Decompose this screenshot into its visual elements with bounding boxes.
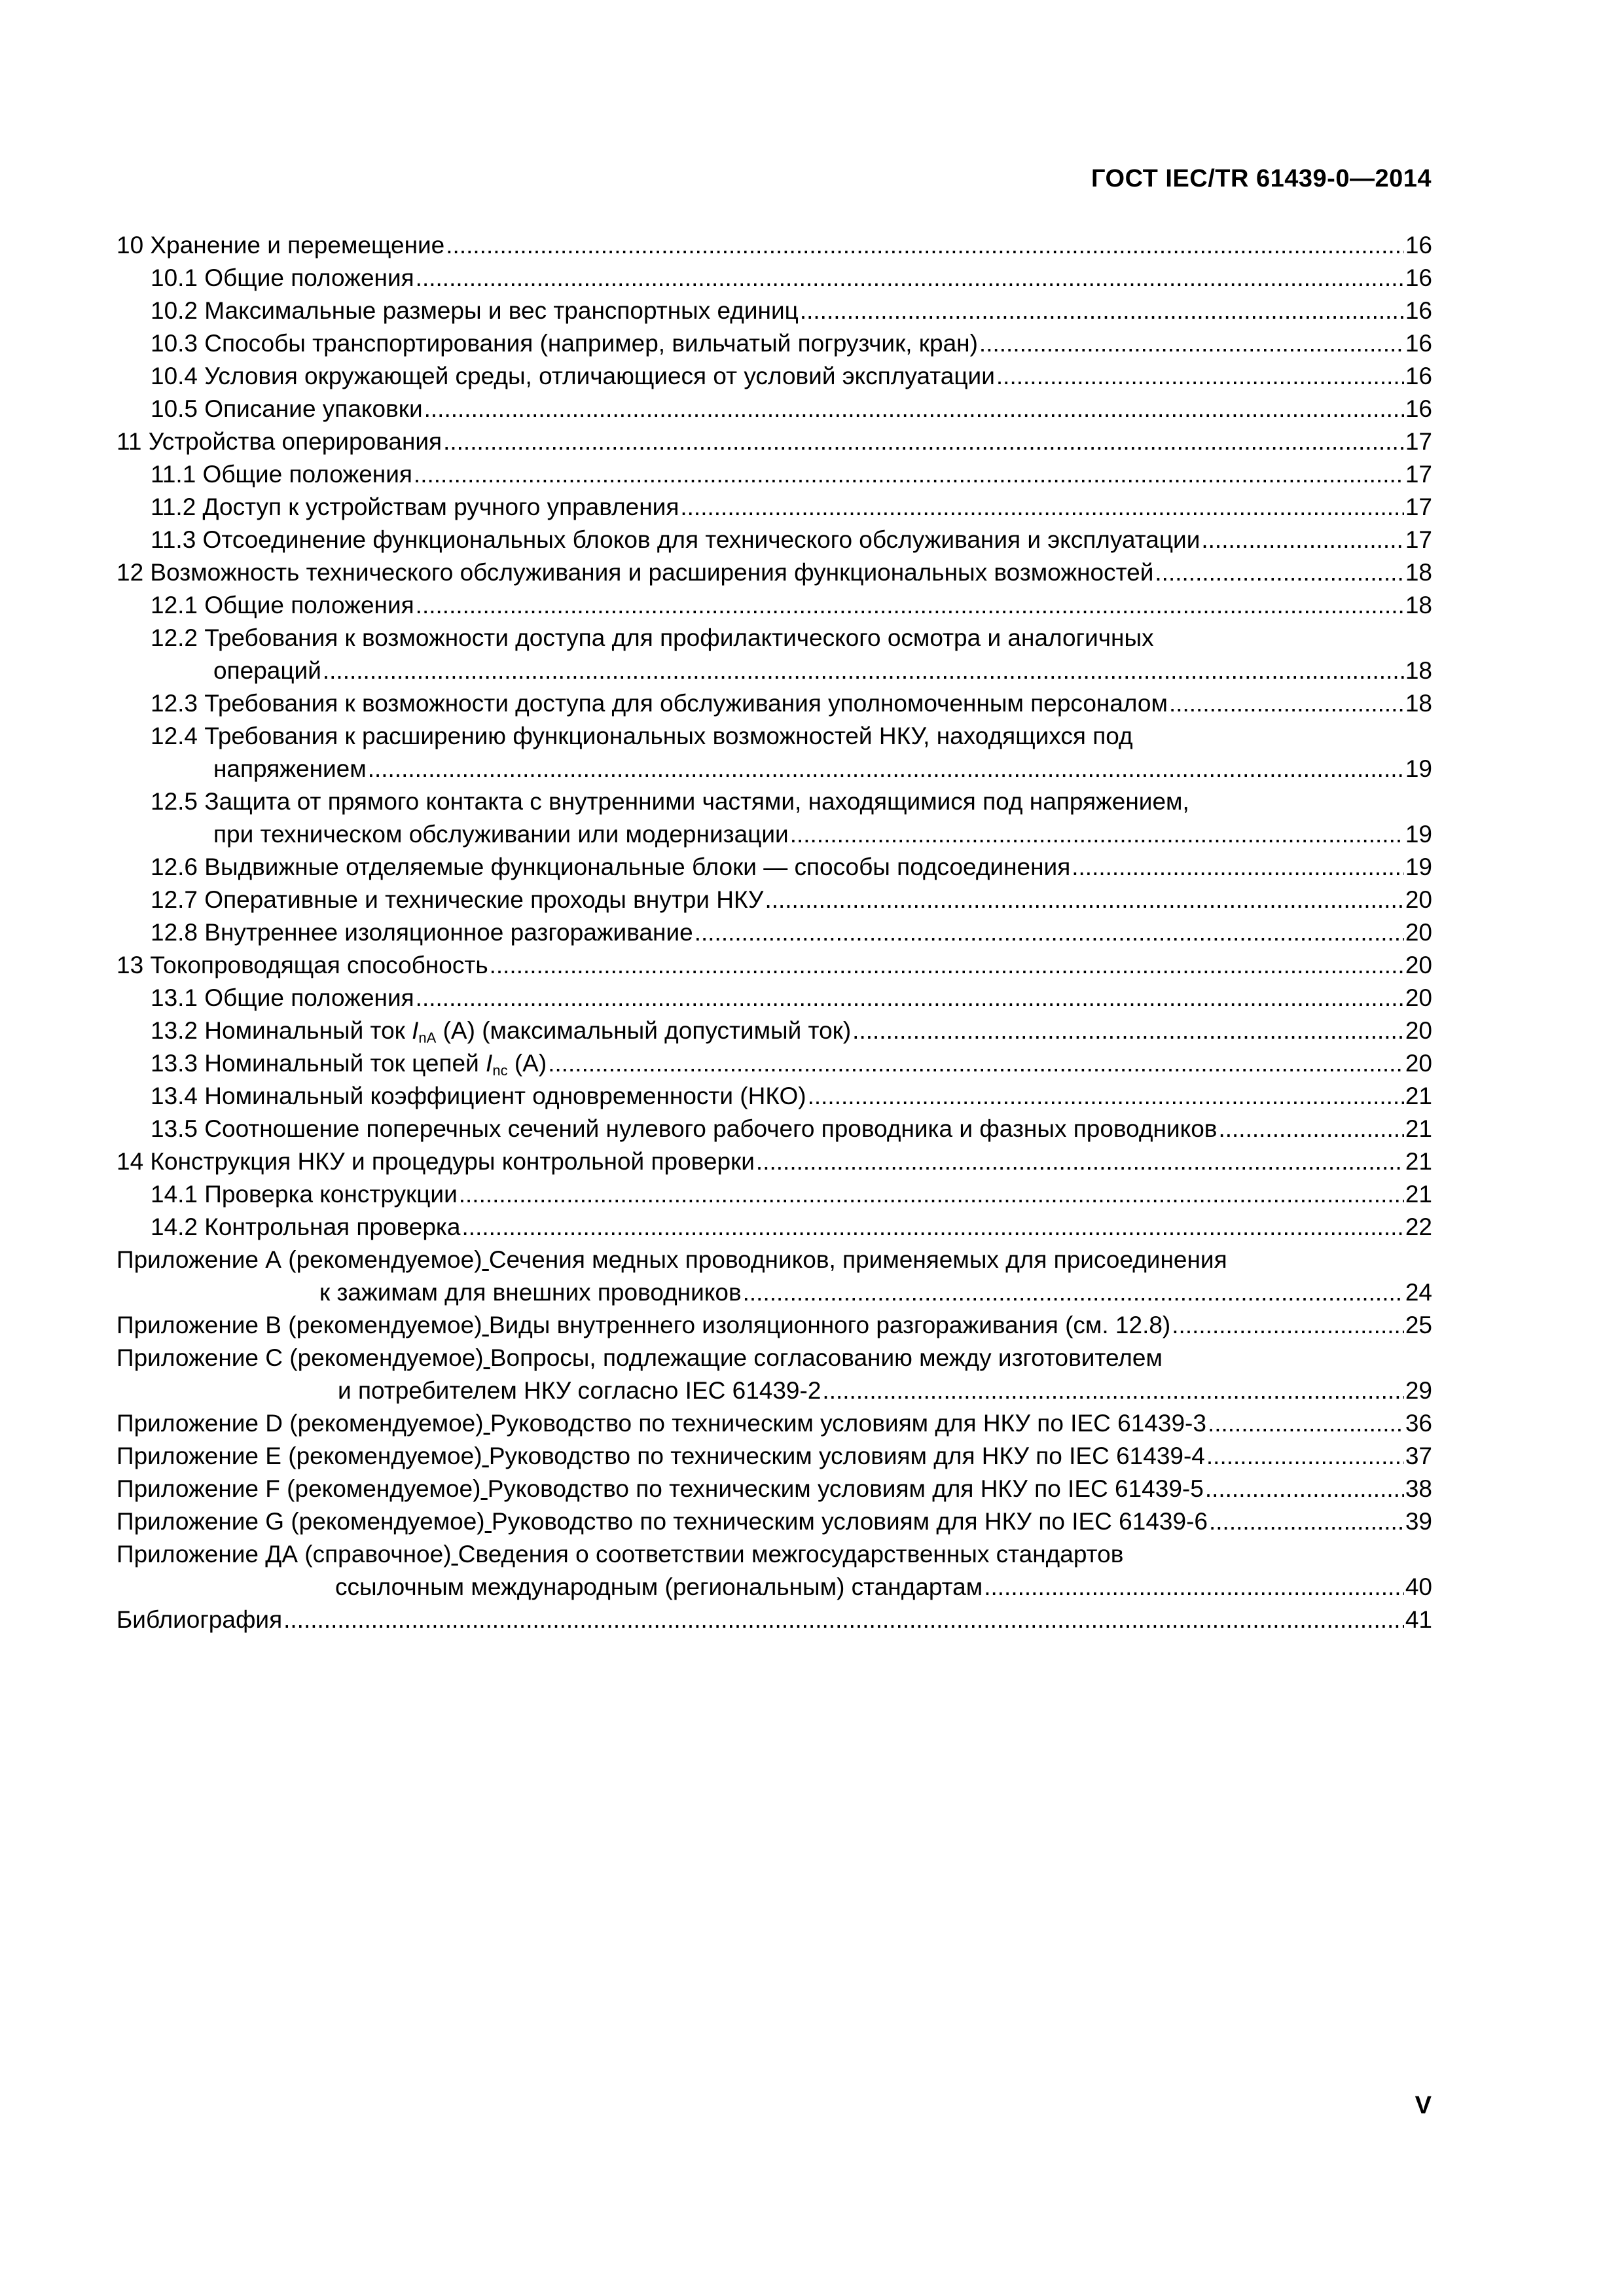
toc-page-number: 18	[1405, 657, 1432, 684]
toc-line	[117, 1604, 1432, 1636]
annex-underscore	[484, 1344, 490, 1371]
annex-entry	[117, 1244, 1432, 1276]
table-of-contents	[117, 229, 1432, 1636]
toc-entry-text-cont: напряжением	[213, 755, 367, 782]
toc-leader-dots	[1205, 1473, 1404, 1505]
toc-entry	[117, 360, 1432, 393]
toc-entry	[117, 949, 1432, 982]
toc-leader-dots	[852, 1014, 1404, 1047]
toc-entry-text: 12.5 Защита от прямого контакта с внутренними частями, находящимися под напряжением,	[151, 788, 1189, 815]
toc-leader-dots	[800, 295, 1404, 327]
toc-entry-continuation	[117, 655, 1432, 687]
toc-page-number: 19	[1405, 853, 1432, 880]
toc-line	[117, 1538, 1432, 1571]
toc-entry-text-cont: операций	[213, 657, 321, 684]
annex-text	[117, 1538, 1123, 1571]
toc-line	[117, 1178, 1432, 1211]
annex-title: Руководство по техническим условиям для НКУ по IEC 61439-3	[490, 1410, 1206, 1437]
toc-page-number: 39	[1405, 1508, 1432, 1535]
toc-entry	[117, 393, 1432, 425]
toc-page-number: 20	[1405, 984, 1432, 1011]
toc-entry	[117, 262, 1432, 295]
toc-entry	[117, 327, 1432, 360]
annex-entry-continuation	[117, 1571, 1432, 1604]
annex-entry	[117, 1473, 1432, 1505]
toc-leader-dots	[416, 982, 1404, 1014]
toc-line	[117, 524, 1432, 556]
annex-title: Руководство по техническим условиям для НКУ по IEC 61439-4	[488, 1443, 1205, 1469]
toc-entry-text	[151, 1014, 851, 1050]
toc-line	[117, 753, 1432, 785]
toc-line	[117, 851, 1432, 884]
toc-page-number: 20	[1405, 919, 1432, 946]
toc-line	[117, 262, 1432, 295]
toc-entry-text: 12.1 Общие положения	[151, 592, 414, 619]
toc-line	[117, 458, 1432, 491]
toc-leader-dots	[822, 1374, 1403, 1407]
toc-leader-dots	[323, 655, 1404, 687]
annex-underscore	[482, 1246, 489, 1273]
toc-line	[117, 556, 1432, 589]
toc-line	[117, 720, 1432, 753]
toc-entry-text: 14.2 Контрольная проверка	[151, 1213, 461, 1240]
annex-title: Сведения о соответствии межгосударственных стандартов	[458, 1541, 1124, 1568]
annex-title-cont: к зажимам для внешних проводников	[319, 1279, 742, 1306]
toc-entry	[117, 458, 1432, 491]
toc-line	[117, 1014, 1432, 1050]
toc-entry-text: 10.3 Способы транспортирования (например, вильчатый погрузчик, кран)	[151, 330, 978, 357]
toc-line	[117, 491, 1432, 524]
annex-underscore	[452, 1541, 458, 1568]
toc-page-number: 20	[1405, 1050, 1432, 1077]
toc-page-number: 21	[1405, 1083, 1432, 1109]
bibliography-label: Библиография	[117, 1606, 283, 1633]
toc-entry-text: 10.4 Условия окружающей среды, отличающиеся от условий эксплуатации	[151, 363, 995, 389]
toc-entry-text: 11.1 Общие положения	[151, 461, 412, 488]
toc-line	[117, 655, 1432, 687]
toc-line	[117, 1571, 1432, 1604]
toc-entry-text: 11 Устройства оперирования	[117, 428, 442, 455]
annex-entry	[117, 1342, 1432, 1374]
toc-leader-dots	[1201, 524, 1403, 556]
toc-entry	[117, 851, 1432, 884]
page-number: V	[1415, 2092, 1432, 2119]
toc-line	[117, 1505, 1432, 1538]
annex-text	[117, 1440, 1205, 1473]
toc-entry	[117, 1014, 1432, 1047]
toc-page-number: 17	[1405, 493, 1432, 520]
toc-line	[117, 229, 1432, 262]
toc-entry-text-cont: при техническом обслуживании или модернизации	[213, 821, 789, 848]
toc-leader-dots	[1209, 1505, 1404, 1538]
toc-page-number: 20	[1405, 1017, 1432, 1044]
toc-line	[117, 1113, 1432, 1145]
annex-underscore	[482, 1312, 489, 1338]
toc-line	[117, 360, 1432, 393]
annex-prefix: Приложение G (рекомендуемое)	[117, 1508, 485, 1535]
annex-underscore	[482, 1443, 489, 1469]
toc-line	[117, 982, 1432, 1014]
toc-line	[117, 589, 1432, 622]
toc-page-number: 41	[1405, 1606, 1432, 1633]
toc-leader-dots	[1072, 851, 1404, 884]
toc-page-number: 21	[1405, 1115, 1432, 1142]
toc-page-number: 17	[1405, 461, 1432, 488]
toc-line	[117, 1047, 1432, 1083]
toc-page-number: 19	[1405, 821, 1432, 848]
toc-leader-dots	[490, 949, 1404, 982]
annex-underscore	[484, 1410, 490, 1437]
annex-text	[117, 1473, 1204, 1505]
toc-line	[117, 295, 1432, 327]
current-subscript: nc	[492, 1062, 508, 1079]
annex-entry-continuation	[117, 1374, 1432, 1407]
toc-leader-dots	[1169, 687, 1404, 720]
toc-leader-dots	[996, 360, 1404, 393]
toc-entry-text: 12.3 Требования к возможности доступа для обслуживания уполномоченным персоналом	[151, 690, 1168, 717]
toc-entry-text: 12.6 Выдвижные отделяемые функциональные блоки — способы подсоединения	[151, 853, 1071, 880]
annex-title: Руководство по техническим условиям для НКУ по IEC 61439-5	[487, 1475, 1204, 1502]
toc-page-number: 22	[1405, 1213, 1432, 1240]
toc-page-number: 20	[1405, 952, 1432, 978]
toc-leader-dots	[979, 327, 1404, 360]
toc-line	[117, 1276, 1432, 1309]
toc-leader-dots	[548, 1047, 1404, 1080]
toc-leader-dots	[1155, 556, 1403, 589]
toc-line	[117, 687, 1432, 720]
toc-entry	[117, 524, 1432, 556]
toc-leader-dots	[765, 884, 1403, 916]
annex-prefix: Приложение В (рекомендуемое)	[117, 1312, 482, 1338]
annex-text	[117, 1342, 1163, 1374]
toc-page-number: 18	[1405, 690, 1432, 717]
toc-leader-dots	[416, 262, 1404, 295]
toc-page-number: 18	[1405, 559, 1432, 586]
toc-leader-dots	[984, 1571, 1404, 1604]
toc-line	[117, 425, 1432, 458]
annex-entry	[117, 1440, 1432, 1473]
toc-entry	[117, 589, 1432, 622]
annex-text	[117, 1407, 1206, 1440]
toc-leader-dots	[1206, 1440, 1404, 1473]
toc-entry-text-a: 13.3 Номинальный ток цепей	[151, 1050, 486, 1077]
annex-title: Вопросы, подлежащие согласованию между изготовителем	[490, 1344, 1163, 1371]
toc-leader-dots	[680, 491, 1403, 524]
toc-leader-dots	[1208, 1407, 1404, 1440]
toc-entry-text: 14 Конструкция НКУ и процедуры контрольной проверки	[117, 1148, 755, 1175]
toc-page-number: 37	[1405, 1443, 1432, 1469]
toc-line	[117, 1211, 1432, 1244]
toc-entry	[117, 687, 1432, 720]
toc-line	[117, 818, 1432, 851]
toc-line	[117, 1342, 1432, 1374]
toc-entry	[117, 1047, 1432, 1080]
toc-page-number: 17	[1405, 526, 1432, 553]
toc-entry-text: 10 Хранение и перемещение	[117, 232, 445, 259]
toc-leader-dots	[414, 458, 1404, 491]
toc-entry-text: 12.7 Оперативные и технические проходы внутри НКУ	[151, 886, 764, 913]
toc-page-number: 19	[1405, 755, 1432, 782]
annex-title: Виды внутреннего изоляционного разгораживания (см. 12.8)	[488, 1312, 1171, 1338]
toc-line	[117, 884, 1432, 916]
toc-entry	[117, 1178, 1432, 1211]
toc-page-number: 18	[1405, 592, 1432, 619]
toc-page-number: 16	[1405, 330, 1432, 357]
annex-text	[117, 1244, 1227, 1276]
toc-entry	[117, 622, 1432, 655]
bibliography-entry	[117, 1604, 1432, 1636]
toc-page-number: 16	[1405, 395, 1432, 422]
toc-entry-text: 12.8 Внутреннее изоляционное разгораживание	[151, 919, 693, 946]
toc-page-number: 20	[1405, 886, 1432, 913]
toc-entry-text: 12.4 Требования к расширению функциональных возможностей НКУ, находящихся под	[151, 723, 1133, 749]
toc-line	[117, 1440, 1432, 1473]
annex-title-cont: ссылочным международным (региональным) стандартам	[335, 1573, 983, 1600]
toc-line	[117, 1473, 1432, 1505]
toc-leader-dots	[443, 425, 1404, 458]
toc-entry	[117, 884, 1432, 916]
toc-page-number: 25	[1405, 1312, 1432, 1338]
annex-text	[117, 1505, 1208, 1538]
toc-entry-text: 13.5 Соотношение поперечных сечений нулевого рабочего проводника и фазных проводников	[151, 1115, 1218, 1142]
toc-page-number: 16	[1405, 264, 1432, 291]
toc-line	[117, 949, 1432, 982]
toc-entry	[117, 916, 1432, 949]
toc-page-number: 36	[1405, 1410, 1432, 1437]
toc-line	[117, 393, 1432, 425]
toc-entry	[117, 785, 1432, 818]
toc-leader-dots	[368, 753, 1404, 785]
toc-line	[117, 1145, 1432, 1178]
annex-prefix: Приложение ДА (справочное)	[117, 1541, 452, 1568]
toc-leader-dots	[790, 818, 1404, 851]
current-symbol: I	[412, 1017, 419, 1044]
toc-line	[117, 1244, 1432, 1276]
toc-entry	[117, 229, 1432, 262]
current-subscript: nA	[418, 1030, 437, 1046]
toc-line	[117, 1374, 1432, 1407]
toc-entry-text: 12.2 Требования к возможности доступа для профилактического осмотра и аналогичных	[151, 624, 1154, 651]
current-symbol: I	[486, 1050, 493, 1077]
toc-leader-dots	[446, 229, 1404, 262]
annex-entry	[117, 1505, 1432, 1538]
toc-entry-text: 13.1 Общие положения	[151, 984, 414, 1011]
toc-entry	[117, 1211, 1432, 1244]
toc-entry-text-b: (A) (максимальный допустимый ток)	[436, 1017, 852, 1044]
toc-entry	[117, 1145, 1432, 1178]
annex-text	[117, 1309, 1170, 1342]
annex-title: Руководство по техническим условиям для НКУ по IEC 61439-6	[491, 1508, 1208, 1535]
toc-entry	[117, 982, 1432, 1014]
document-header: ГОСТ IEC/TR 61439-0—2014	[1091, 165, 1432, 192]
toc-entry-text: 11.3 Отсоединение функциональных блоков для технического обслуживания и эксплуатации	[151, 526, 1200, 553]
annex-entry	[117, 1538, 1432, 1571]
annex-entry	[117, 1309, 1432, 1342]
toc-line	[117, 1309, 1432, 1342]
toc-leader-dots	[808, 1080, 1404, 1113]
toc-leader-dots	[1218, 1113, 1403, 1145]
toc-page-number: 29	[1405, 1377, 1432, 1404]
toc-page-number: 24	[1405, 1279, 1432, 1306]
toc-leader-dots	[283, 1604, 1404, 1636]
toc-line	[117, 622, 1432, 655]
toc-entry-text: 12 Возможность технического обслуживания и расширения функциональных возможностей	[117, 559, 1154, 586]
annex-entry	[117, 1407, 1432, 1440]
toc-page-number: 21	[1405, 1181, 1432, 1208]
toc-entry	[117, 491, 1432, 524]
toc-entry-text: 14.1 Проверка конструкции	[151, 1181, 458, 1208]
toc-leader-dots	[743, 1276, 1404, 1309]
toc-line	[117, 916, 1432, 949]
toc-page-number: 21	[1405, 1148, 1432, 1175]
annex-title-cont: и потребителем НКУ согласно IEC 61439-2	[338, 1377, 821, 1404]
toc-leader-dots	[459, 1178, 1404, 1211]
toc-page-number: 38	[1405, 1475, 1432, 1502]
annex-entry-continuation	[117, 1276, 1432, 1309]
toc-line	[117, 785, 1432, 818]
annex-prefix: Приложение С (рекомендуемое)	[117, 1344, 484, 1371]
toc-entry-text-b: (A)	[507, 1050, 547, 1077]
toc-entry	[117, 1113, 1432, 1145]
toc-line	[117, 327, 1432, 360]
toc-line	[117, 1407, 1432, 1440]
toc-entry	[117, 425, 1432, 458]
toc-page-number: 16	[1405, 232, 1432, 259]
annex-prefix: Приложение А (рекомендуемое)	[117, 1246, 482, 1273]
annex-underscore	[480, 1475, 487, 1502]
toc-line	[117, 1080, 1432, 1113]
toc-leader-dots	[462, 1211, 1404, 1244]
toc-page-number: 16	[1405, 297, 1432, 324]
toc-entry-continuation	[117, 818, 1432, 851]
toc-entry-text: 13.4 Номинальный коэффициент одновременности (НКО)	[151, 1083, 806, 1109]
toc-leader-dots	[416, 589, 1404, 622]
annex-prefix: Приложение F (рекомендуемое)	[117, 1475, 481, 1502]
toc-entry	[117, 1080, 1432, 1113]
toc-entry-text: 10.1 Общие положения	[151, 264, 414, 291]
toc-leader-dots	[1172, 1309, 1404, 1342]
toc-leader-dots	[756, 1145, 1404, 1178]
toc-entry	[117, 720, 1432, 753]
annex-underscore	[485, 1508, 492, 1535]
annex-prefix: Приложение D (рекомендуемое)	[117, 1410, 484, 1437]
toc-entry-text: 10.2 Максимальные размеры и вес транспортных единиц	[151, 297, 799, 324]
toc-leader-dots	[695, 916, 1404, 949]
toc-entry-text	[151, 1047, 547, 1083]
toc-entry-text-a: 13.2 Номинальный ток	[151, 1017, 412, 1044]
toc-page-number: 16	[1405, 363, 1432, 389]
toc-entry	[117, 556, 1432, 589]
toc-entry-text: 11.2 Доступ к устройствам ручного управления	[151, 493, 679, 520]
toc-entry	[117, 295, 1432, 327]
annex-prefix: Приложение Е (рекомендуемое)	[117, 1443, 482, 1469]
toc-page-number: 17	[1405, 428, 1432, 455]
toc-leader-dots	[424, 393, 1404, 425]
toc-entry-continuation	[117, 753, 1432, 785]
toc-page-number: 40	[1405, 1573, 1432, 1600]
toc-entry-text: 10.5 Описание упаковки	[151, 395, 423, 422]
annex-title: Сечения медных проводников, применяемых для присоединения	[488, 1246, 1227, 1273]
toc-entry-text: 13 Токопроводящая способность	[117, 952, 488, 978]
